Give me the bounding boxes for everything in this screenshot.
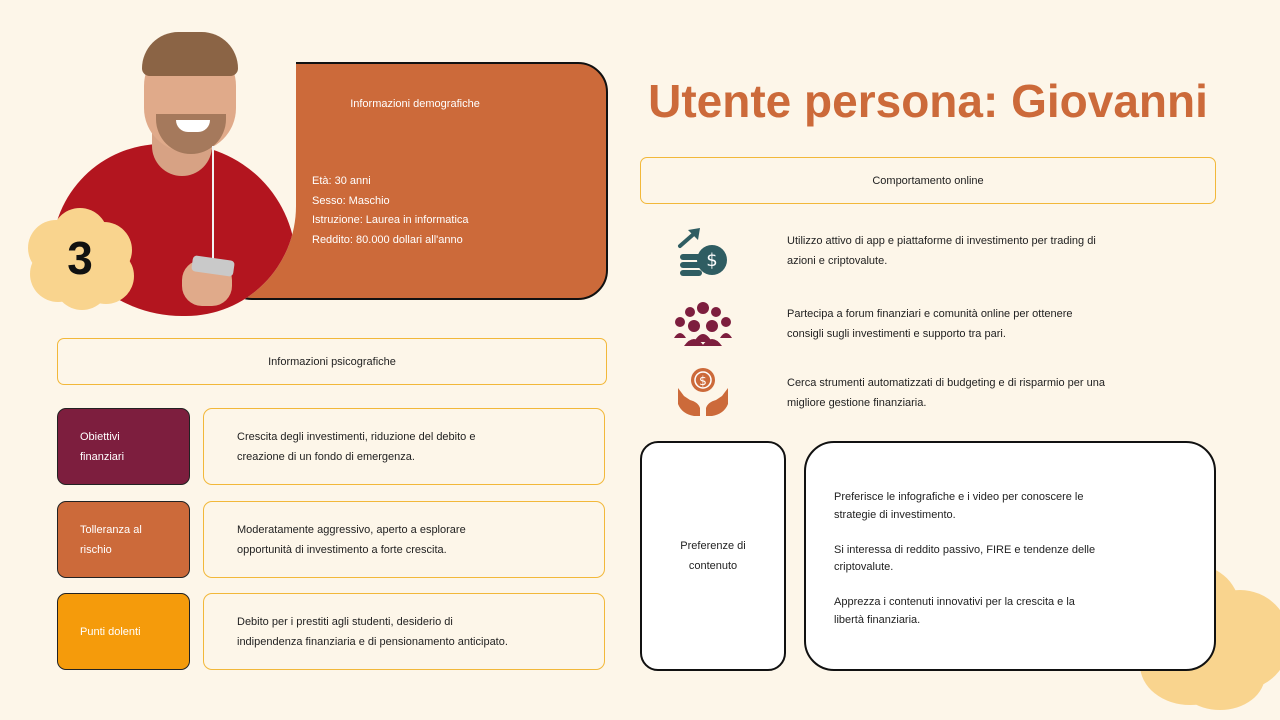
- savings-hands-icon: [672, 366, 734, 420]
- money-growth-icon: [672, 224, 734, 278]
- svg-text:$: $: [706, 250, 718, 271]
- psych-desc-goals: Crescita degli investimenti, riduzione del debito e creazione di un fondo di emergenza.: [203, 408, 605, 485]
- online-behavior-item-2: Partecipa a forum finanziari e comunità online per ottenere consigli sugli investimenti e supporto tra pari.: [787, 308, 1073, 340]
- svg-text:$: $: [699, 374, 707, 388]
- psychographics-title: Informazioni psicografiche: [268, 355, 396, 368]
- demographics-title: Informazioni demografiche: [350, 98, 480, 110]
- content-preferences-label: Preferenze di contenuto: [640, 441, 786, 671]
- content-preferences-text: [804, 441, 1216, 671]
- step-number-badge: [28, 208, 132, 308]
- psych-desc-pain-points: Debito per i prestiti agli studenti, desiderio di indipendenza finanziaria e di pensionamento anticipato.: [203, 593, 605, 670]
- psych-label-goals: Obiettivi finanziari: [57, 408, 190, 485]
- online-behavior-title: Comportamento online: [872, 174, 984, 187]
- online-behavior-item-1: Utilizzo attivo di app e piattaforme di investimento per trading di azioni e criptovalute.: [787, 235, 1096, 267]
- content-preference-1: Preferisce le infografiche e i video per conoscere le strategie di investimento.: [834, 491, 1084, 521]
- online-behavior-item-3: Cerca strumenti automatizzati di budgeting e di risparmio per una migliore gestione finanziaria.: [787, 377, 1105, 409]
- demographics-education: Istruzione: Laurea in informatica: [312, 214, 469, 226]
- demographics-sex: Sesso: Maschio: [312, 194, 390, 207]
- psych-desc-risk: Moderatamente aggressivo, aperto a esplorare opportunità di investimento a forte crescita.: [203, 501, 605, 578]
- content-preference-3: Apprezza i contenuti innovativi per la crescita e la libertà finanziaria.: [834, 596, 1075, 626]
- demographics-age: Età: 30 anni: [312, 175, 371, 187]
- psych-label-risk: Tolleranza al rischio: [57, 501, 190, 578]
- content-preference-2: Si interessa di reddito passivo, FIRE e tendenze delle criptovalute.: [834, 543, 1096, 573]
- demographics-list: [312, 172, 469, 250]
- psych-label-pain-points: Punti dolenti: [57, 593, 190, 670]
- psychographics-header: [57, 338, 607, 385]
- community-icon: [672, 298, 734, 352]
- online-behavior-header: [640, 157, 1216, 204]
- step-number: 3: [67, 232, 93, 284]
- page-title: Utente persona: Giovanni: [648, 75, 1208, 127]
- demographics-income: Reddito: 80.000 dollari all'anno: [312, 233, 463, 246]
